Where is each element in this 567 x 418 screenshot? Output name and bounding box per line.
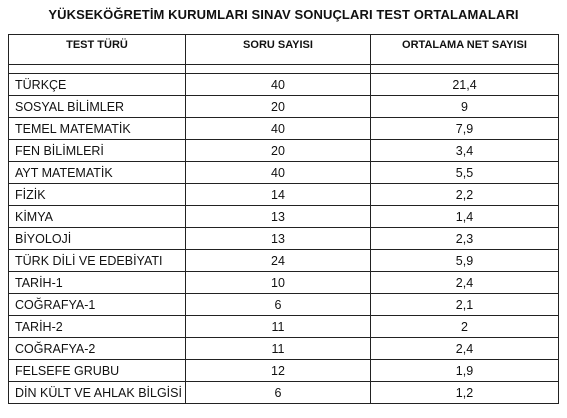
test-type-cell: TÜRK DİLİ VE EDEBİYATI: [9, 250, 186, 272]
table-row: [9, 228, 559, 250]
spacer-cell: [9, 65, 186, 74]
spacer-cell: [371, 65, 559, 74]
question-count-cell: 11: [186, 338, 371, 360]
test-type-cell: COĞRAFYA-2: [9, 338, 186, 360]
average-net-cell: 5,9: [371, 250, 559, 272]
question-count-cell: 6: [186, 382, 371, 404]
test-type-cell: BİYOLOJİ: [9, 228, 186, 250]
spacer-row: [9, 65, 559, 74]
test-type-cell: FELSEFE GRUBU: [9, 360, 186, 382]
header-average-net: ORTALAMA NET SAYISI: [371, 35, 559, 65]
page-title: YÜKSEKÖĞRETİM KURUMLARI SINAV SONUÇLARI TEST ORTALAMALARI: [48, 7, 519, 22]
question-count-cell: 10: [186, 272, 371, 294]
header-question-count: SORU SAYISI: [186, 35, 371, 65]
table-row: [9, 96, 559, 118]
test-type-cell: TARİH-1: [9, 272, 186, 294]
average-net-cell: 1,2: [371, 382, 559, 404]
test-type-cell: FİZİK: [9, 184, 186, 206]
question-count-cell: 40: [186, 162, 371, 184]
table-row: [9, 118, 559, 140]
table-row: [9, 162, 559, 184]
test-type-cell: AYT MATEMATİK: [9, 162, 186, 184]
test-type-cell: TÜRKÇE: [9, 74, 186, 96]
question-count-cell: 12: [186, 360, 371, 382]
average-net-cell: 2,1: [371, 294, 559, 316]
spacer-cell: [186, 65, 371, 74]
average-net-cell: 21,4: [371, 74, 559, 96]
question-count-cell: 11: [186, 316, 371, 338]
average-net-cell: 2: [371, 316, 559, 338]
question-count-cell: 6: [186, 294, 371, 316]
question-count-cell: 20: [186, 140, 371, 162]
table-row: [9, 250, 559, 272]
table-body: [9, 65, 559, 404]
test-type-cell: KİMYA: [9, 206, 186, 228]
average-net-cell: 2,3: [371, 228, 559, 250]
average-net-cell: 3,4: [371, 140, 559, 162]
table-row: [9, 338, 559, 360]
test-type-cell: TEMEL MATEMATİK: [9, 118, 186, 140]
table-row: [9, 382, 559, 404]
test-type-cell: SOSYAL BİLİMLER: [9, 96, 186, 118]
question-count-cell: 13: [186, 228, 371, 250]
table-row: [9, 184, 559, 206]
question-count-cell: 40: [186, 118, 371, 140]
average-net-cell: 5,5: [371, 162, 559, 184]
table-row: [9, 360, 559, 382]
average-net-cell: 2,4: [371, 338, 559, 360]
question-count-cell: 24: [186, 250, 371, 272]
test-type-cell: DİN KÜLT VE AHLAK BİLGİSİ: [9, 382, 186, 404]
table-row: [9, 74, 559, 96]
test-type-cell: COĞRAFYA-1: [9, 294, 186, 316]
question-count-cell: 14: [186, 184, 371, 206]
question-count-cell: 13: [186, 206, 371, 228]
table-row: [9, 294, 559, 316]
table-row: [9, 272, 559, 294]
average-net-cell: 2,2: [371, 184, 559, 206]
table-row: [9, 206, 559, 228]
average-net-cell: 7,9: [371, 118, 559, 140]
average-net-cell: 1,9: [371, 360, 559, 382]
header-row: [9, 35, 559, 65]
test-type-cell: FEN BİLİMLERİ: [9, 140, 186, 162]
header-test-type: TEST TÜRÜ: [9, 35, 186, 65]
test-type-cell: TARİH-2: [9, 316, 186, 338]
table-row: [9, 140, 559, 162]
average-net-cell: 1,4: [371, 206, 559, 228]
results-table: [8, 34, 559, 404]
question-count-cell: 20: [186, 96, 371, 118]
question-count-cell: 40: [186, 74, 371, 96]
average-net-cell: 9: [371, 96, 559, 118]
average-net-cell: 2,4: [371, 272, 559, 294]
table-row: [9, 316, 559, 338]
